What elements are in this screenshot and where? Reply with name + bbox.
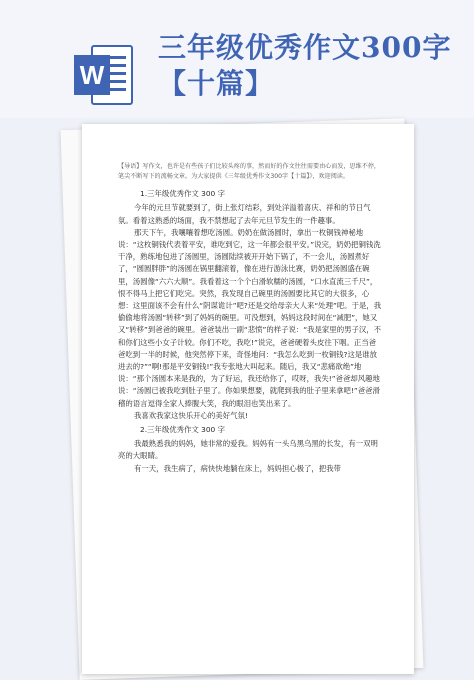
paragraph-4: 我最熟悉我的妈妈，她非常的爱我。妈妈有一头乌黑乌黑的长发，有一双明亮的大眼睛。 [118,439,378,461]
document-page [82,124,414,674]
document-content [118,162,382,475]
paragraph-5: 有一天，我生病了，病快快地躺在床上，妈妈担心极了，把我带 [134,463,341,473]
word-document-icon [70,42,136,108]
paragraph-3: 我喜欢我家这快乐开心的美好气氛! [134,410,248,420]
page-title: 三年级优秀作文300字【十篇】 [158,31,452,100]
section-heading-1: 1.三年级优秀作文 300 字 [140,189,225,199]
document-intro: 【导语】写作文，也许是有些孩子们比较头疼的事，然而好的作文往往需要由心而发，思维不停，笔尖不断写下的流畅文章。为大家提供《三年级优秀作文300字【十篇】》，欢迎阅读。 [118,163,381,180]
paragraph-2: 那天下午，我嚷嚷着想吃汤圆。奶奶在做汤圆时，拿出一枚铜钱神秘地说：“这枚铜钱代表着平安，谁吃到它，这一年都会很平安。”说完，奶奶把铜钱洗干净，熟练地包进了汤圆里，汤圆陆续被开开始下锅了，不一会儿，汤圆煮好了，“圆圆胖胖”的汤圆在锅里翻滚着，像在进行游泳比赛，奶奶把汤圆盛在碗里，汤圆像“六六大顺”。我看着这一个个白滑软糯的汤圆，“口水直流三千尺”，恨不得马上把它们吃完。突然，我发现自己碗里的汤圆要比其它的大很多，心想：这里面该不会有什么“阴谋诡计”吧?还是交给母亲大人来“处理”吧。于是，我偷偷地将汤圆“转移”到了妈妈的碗里。可没想到，妈妈这段时间在“减肥”，她又又“转移”到爸爸的碗里。爸爸装出一副“悲愤”的样子说：“我是家里的男子汉，不和你们这些小女子计较。你们不吃，我吃!”说完，爸爸硬着头皮往下咽。正当爸爸吃到一半的时候，他突然停下来，奇怪地问：“我怎么吃到一枚铜钱?这是谁放进去的?”“啊!那是平安铜钱!”我专张地大叫起来。随后，我又“悲痛欲绝”地说：“那个汤圆本来是我的，为了好运，我还给你了，哎呀，我失!”爸爸却风趣地说：“汤圆已被我吃到肚子里了。你如果想要，就爬到我的肚子里来拿吧!”爸爸滑稽的语言逗得全家人捧腹大笑，我的眼泪也笑出来了。 [118,227,382,408]
section-heading-2: 2.三年级优秀作文 300 字 [140,425,225,435]
word-letter: W [79,60,105,90]
paragraph-1: 今年的元旦节就要到了，街上张灯结彩，到处洋溢着喜庆、祥和的节日气氛。看着这熟悉的场面，我不禁想起了去年元旦节发生的一件趣事。 [118,203,371,225]
header-banner [0,0,474,118]
